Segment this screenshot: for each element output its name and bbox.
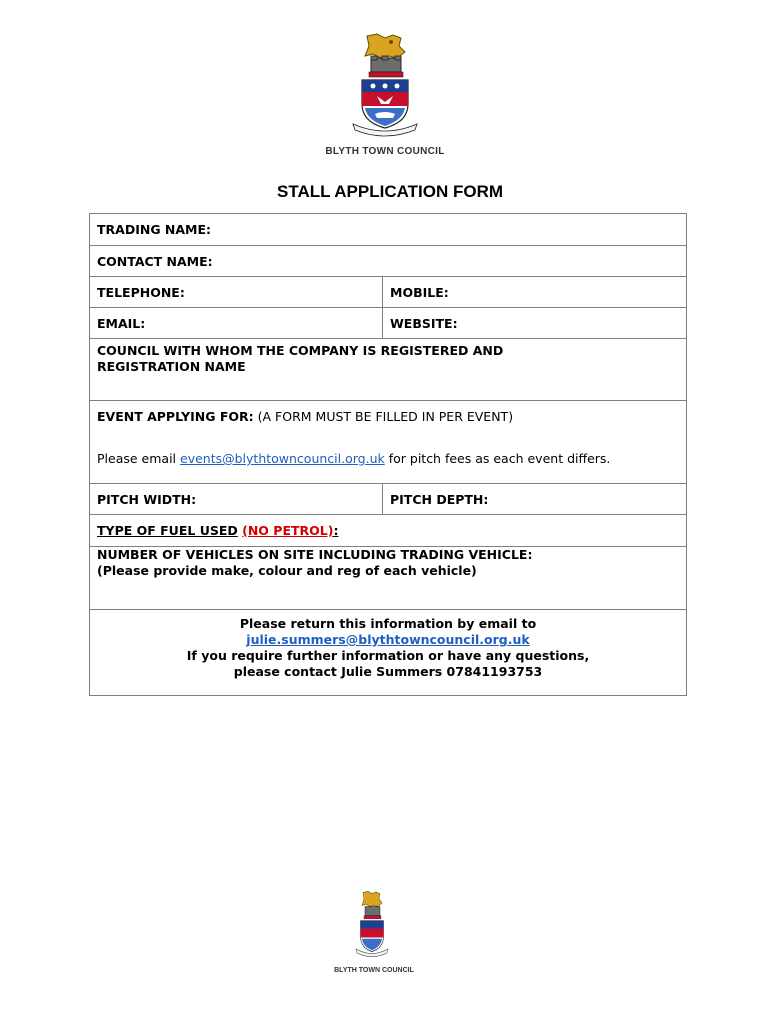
contact-name-field[interactable] <box>90 246 687 277</box>
vehicles-field[interactable] <box>90 547 687 610</box>
events-email-link[interactable]: events@blythtowncouncil.org.uk <box>180 451 385 466</box>
event-note: (A FORM MUST BE FILLED IN PER EVENT) <box>257 409 514 424</box>
stall-application-table <box>89 213 687 696</box>
mobile-label: MOBILE: <box>390 285 449 300</box>
return-line3: If you require further information or have any questions, <box>186 648 590 663</box>
no-petrol-warning: (NO PETROL) <box>242 523 334 538</box>
contact-name-label: CONTACT NAME: <box>97 254 213 269</box>
website-label: WEBSITE: <box>390 316 458 331</box>
fuel-type-field[interactable] <box>90 515 687 547</box>
contact-email-link[interactable]: julie.summers@blythtowncouncil.org.uk <box>246 632 530 647</box>
pitch-depth-label: PITCH DEPTH: <box>390 492 489 507</box>
pitch-fee-prefix: Please email <box>97 451 177 466</box>
footer-council-name: BLYTH TOWN COUNCIL <box>334 967 414 974</box>
council-label-line1: COUNCIL WITH WHOM THE COMPANY IS REGISTERED AND <box>97 343 504 358</box>
pitch-width-field[interactable] <box>90 484 383 515</box>
pitch-fee-suffix: for pitch fees as each event differs. <box>388 451 611 466</box>
return-line1: Please return this information by email to <box>239 616 537 631</box>
website-field[interactable] <box>383 308 687 339</box>
trading-name-field[interactable] <box>90 214 687 246</box>
email-label: EMAIL: <box>97 316 146 331</box>
telephone-label: TELEPHONE: <box>97 285 185 300</box>
crest-icon <box>345 32 425 138</box>
return-line4: please contact Julie Summers 07841193753 <box>233 664 543 679</box>
mobile-field[interactable] <box>383 277 687 308</box>
pitch-width-label: PITCH WIDTH: <box>97 492 197 507</box>
council-name: BLYTH TOWN COUNCIL <box>325 146 445 157</box>
footer-crest-logo <box>352 890 392 958</box>
council-crest-logo <box>345 32 425 138</box>
crest-icon <box>352 890 392 958</box>
event-label: EVENT APPLYING FOR: <box>97 409 254 424</box>
fuel-colon: : <box>333 523 339 538</box>
event-applying-field[interactable] <box>90 401 687 484</box>
trading-name-label: TRADING NAME: <box>97 222 212 237</box>
email-field[interactable] <box>90 308 383 339</box>
return-info-box <box>90 610 687 696</box>
council-registration-field[interactable] <box>90 339 687 401</box>
vehicles-label-line1: NUMBER OF VEHICLES ON SITE INCLUDING TRADING VEHICLE: <box>97 547 533 562</box>
fuel-label: TYPE OF FUEL USED <box>97 523 238 538</box>
pitch-depth-field[interactable] <box>383 484 687 515</box>
vehicles-label-line2: (Please provide make, colour and reg of each vehicle) <box>97 563 477 578</box>
council-label-line2: REGISTRATION NAME <box>97 359 246 374</box>
telephone-field[interactable] <box>90 277 383 308</box>
form-title: STALL APPLICATION FORM <box>276 182 504 201</box>
